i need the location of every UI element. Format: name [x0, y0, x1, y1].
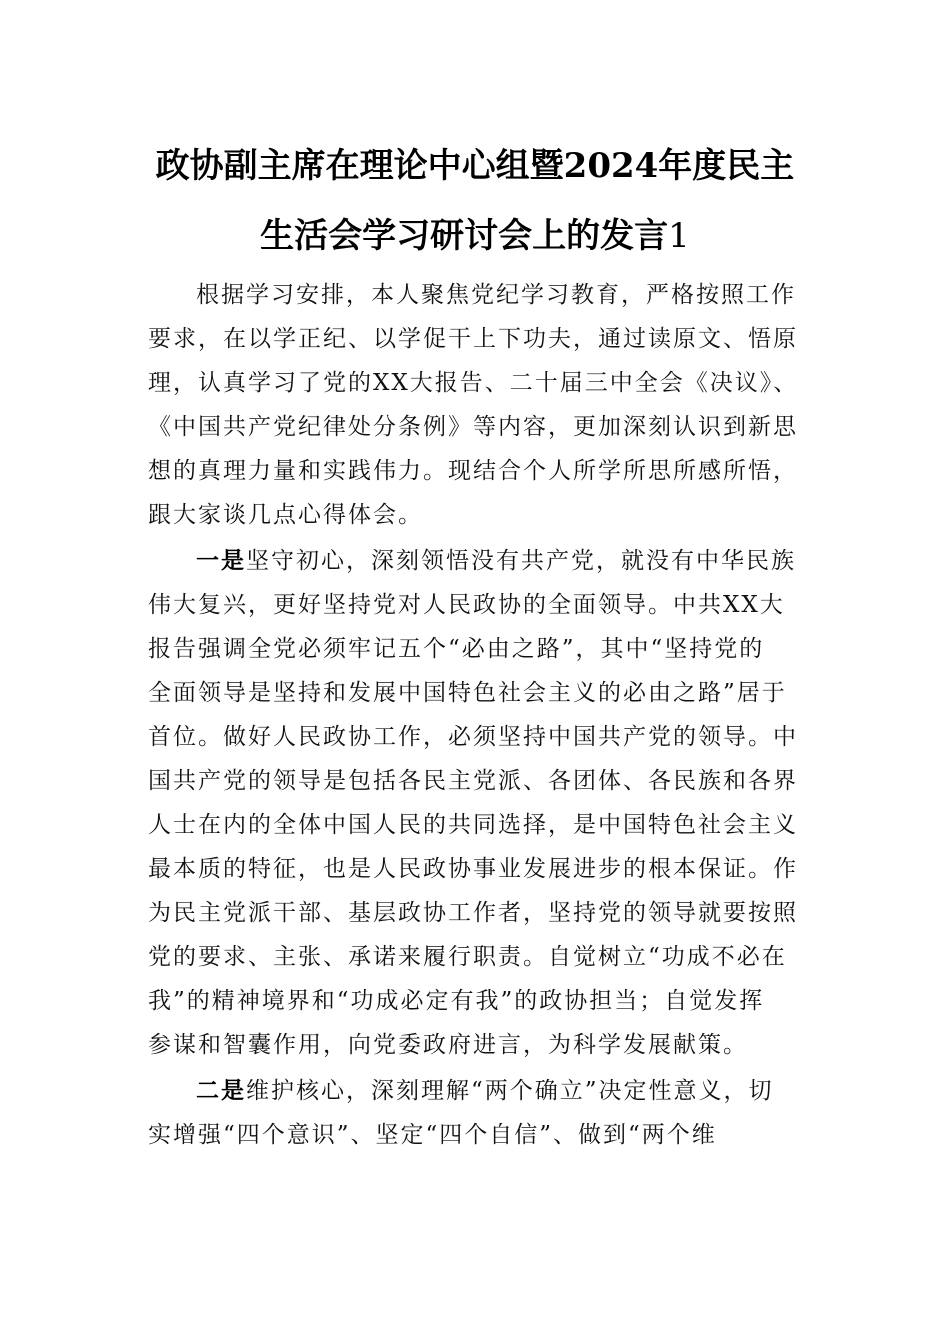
intro-line: 想的真理力量和实践伟力。现结合个人所学所思所感所悟，	[148, 458, 798, 484]
section-2-first-text: 维护核心，深刻理解“两个确立”决定性意义，切	[246, 1078, 774, 1104]
section-2-first-line	[196, 1076, 808, 1106]
section-1-line: 首位。做好人民政协工作，必须坚持中国共产党的领导。中	[148, 724, 798, 750]
intro-line: 跟大家谈几点心得体会。	[148, 502, 423, 528]
section-1-lead: 一是	[196, 547, 246, 574]
section-1-first-text: 坚守初心，深刻领悟没有共产党，就没有中华民族	[246, 548, 796, 574]
section-1-line: 报告强调全党必须牢记五个“必由之路”，其中“坚持党的	[148, 636, 765, 662]
section-2-lead: 二是	[196, 1077, 246, 1104]
section-1-line: 参谋和智囊作用，向党委政府进言，为科学发展献策。	[148, 1032, 748, 1058]
intro-line: 理，认真学习了党的XX大报告、二十届三中全会《决议》、	[148, 370, 799, 396]
title-suffix: 1	[668, 216, 690, 256]
intro-line: 根据学习安排，本人聚焦党纪学习教育，严格按照工作	[196, 282, 796, 308]
section-1-line: 我”的精神境界和“功成必定有我”的政协担当；自觉发挥	[148, 988, 765, 1014]
title-text-1: 政协副主席在理论中心组暨2024年度民主	[155, 146, 795, 186]
section-1-line: 国共产党的领导是包括各民主党派、各团体、各民族和各界	[148, 768, 798, 794]
document-title-line-2	[100, 214, 850, 258]
section-2-line: 实增强“四个意识”、坚定“四个自信”、做到“两个维	[148, 1122, 717, 1148]
document-title-line-1	[100, 144, 850, 188]
title-text-2: 生活会学习研讨会上的发言	[260, 216, 669, 256]
section-1-line: 全面领导是坚持和发展中国特色社会主义的必由之路”居于	[148, 680, 787, 706]
section-1-line: 党的要求、主张、承诺来履行职责。自觉树立“功成不必在	[148, 944, 787, 970]
intro-line: 要求，在以学正纪、以学促干上下功夫，通过读原文、悟原	[148, 326, 798, 352]
section-1-line: 最本质的特征，也是人民政协事业发展进步的根本保证。作	[148, 856, 798, 882]
intro-line: 《中国共产党纪律处分条例》等内容，更加深刻认识到新思	[148, 414, 798, 440]
section-1-line: 人士在内的全体中国人民的共同选择，是中国特色社会主义	[148, 812, 798, 838]
section-1-line: 为民主党派干部、基层政协工作者，坚持党的领导就要按照	[148, 900, 798, 926]
section-1-first-line	[196, 546, 808, 576]
section-1-line: 伟大复兴，更好坚持党对人民政协的全面领导。中共XX大	[148, 592, 785, 618]
